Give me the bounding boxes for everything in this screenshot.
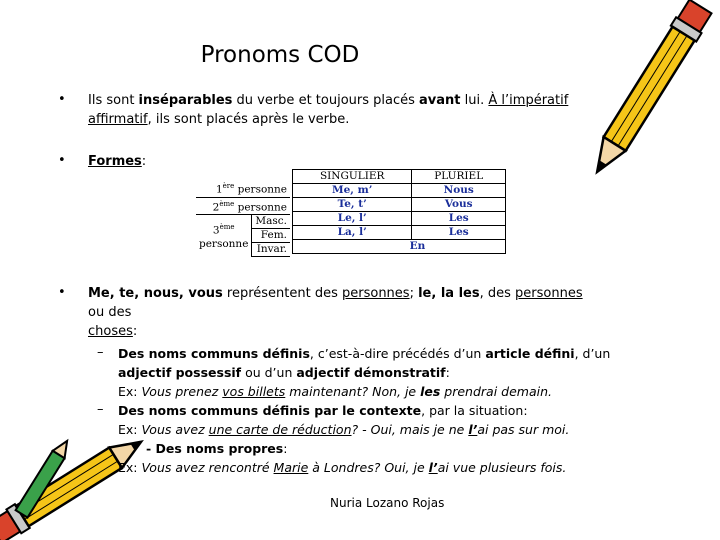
table-cell: Invar.: [252, 243, 290, 257]
text: , c’est-à-dire précédés d’un: [309, 346, 486, 361]
text: 1: [215, 183, 223, 196]
table-cell: Les: [412, 226, 506, 240]
paragraph-inseparables: [88, 91, 648, 129]
text: , ils sont placés après le verbe.: [147, 112, 350, 127]
text-italic: ai pas sur moi.: [477, 422, 570, 437]
table-header: PLURIEL: [412, 170, 506, 184]
text-bold: adjectif démonstratif: [296, 365, 446, 380]
table-cell: Le, l’: [293, 212, 412, 226]
text: Ex:: [118, 422, 142, 437]
text-italic-underlined: une carte de réduction: [208, 422, 352, 437]
text-bold-italic-underlined: l’: [468, 422, 478, 437]
dash-icon: –: [97, 345, 104, 360]
table-cell: [196, 180, 290, 197]
table-cell: En: [293, 240, 506, 254]
text-italic: ai vue plusieurs fois.: [437, 460, 567, 475]
paragraph-formes: [88, 152, 146, 171]
text-bold: le, la les: [418, 286, 480, 301]
table-cell: Masc.: [252, 215, 290, 229]
text: ème: [219, 223, 235, 231]
sub-item-noms-propres-example: [118, 458, 638, 477]
text: lui.: [460, 93, 489, 108]
table-cell: Fem.: [252, 229, 290, 243]
text: représentent des: [222, 286, 342, 301]
text: ou d’un: [241, 365, 297, 380]
text-bold: - Des noms propres: [146, 441, 284, 456]
text: , par la situation:: [421, 403, 528, 418]
text-bold: Des noms communs définis: [118, 346, 310, 361]
text: :: [283, 441, 288, 456]
text-bold-italic: les: [420, 384, 441, 399]
text: :: [445, 365, 450, 380]
paragraph-personnes: [88, 284, 648, 341]
text-italic: prendrai demain.: [440, 384, 552, 399]
text-italic-underlined: Marie: [273, 460, 309, 475]
text-bold: Me, te, nous, vous: [88, 286, 223, 301]
text-italic-underlined: vos billets: [222, 384, 286, 399]
text-underlined: choses: [88, 324, 133, 339]
text: :: [132, 324, 138, 339]
text: , d’un: [574, 346, 611, 361]
formes-label: Formes: [88, 154, 142, 169]
dash-icon: –: [97, 402, 104, 417]
table-cell: [196, 197, 290, 215]
text-italic: ? - Oui, mais je ne: [351, 422, 469, 437]
author-footer: Nuria Lozano Rojas: [330, 496, 445, 510]
text: Ex:: [118, 384, 142, 399]
table-cell: Me, m’: [293, 184, 412, 198]
bullet-icon: •: [58, 285, 66, 300]
bullet-icon: •: [58, 153, 66, 168]
text: ère: [222, 182, 235, 190]
text-italic: à Londres? Oui, je: [308, 460, 429, 475]
text-bold: article défini: [485, 346, 575, 361]
text: personne: [234, 201, 288, 213]
text-italic: Vous prenez: [141, 384, 223, 399]
table-cell: [196, 215, 252, 257]
text-bold: inséparables: [138, 93, 233, 108]
table-cell: La, l’: [293, 226, 412, 240]
text-bold: adjectif possessif: [118, 365, 242, 380]
text: du verbe et toujours placés: [232, 93, 420, 108]
text: :: [141, 154, 147, 169]
text-italic: Vous avez rencontré: [141, 460, 274, 475]
text: Ex:: [118, 460, 142, 475]
text: ou des: [88, 305, 132, 320]
text: ème: [219, 199, 235, 208]
table-cell: Les: [412, 212, 506, 226]
sub-item-noms-propres: [146, 439, 666, 458]
sub-item-noms-communs: [118, 344, 638, 401]
table-pronouns: [292, 169, 506, 254]
table-persons: [196, 180, 290, 257]
text-bold: Des noms communs définis par le contexte: [118, 403, 422, 418]
bullet-icon: •: [58, 92, 66, 107]
text-italic: maintenant? Non, je: [285, 384, 421, 399]
text: 3: [212, 224, 220, 237]
text: personne: [234, 183, 288, 196]
text: personne: [199, 237, 249, 250]
text-italic: Vous avez: [141, 422, 209, 437]
text: Ils sont: [88, 93, 139, 108]
text: ;: [409, 286, 419, 301]
text-bold: avant: [419, 93, 461, 108]
page-title: Pronoms COD: [200, 42, 360, 68]
text: , des: [479, 286, 516, 301]
table-header: SINGULIER: [293, 170, 412, 184]
table-cell: Nous: [412, 184, 506, 198]
text-underlined: affirmatif: [88, 112, 148, 127]
sub-item-contexte: [118, 401, 638, 439]
text-underlined: personnes: [515, 286, 583, 301]
text-bold-italic-underlined: l’: [428, 460, 438, 475]
text-underlined: personnes: [342, 286, 410, 301]
text: 2: [212, 201, 220, 213]
table-cell: Vous: [412, 198, 506, 212]
table-cell: Te, t’: [293, 198, 412, 212]
text-underlined: À l’impératif: [488, 93, 569, 108]
